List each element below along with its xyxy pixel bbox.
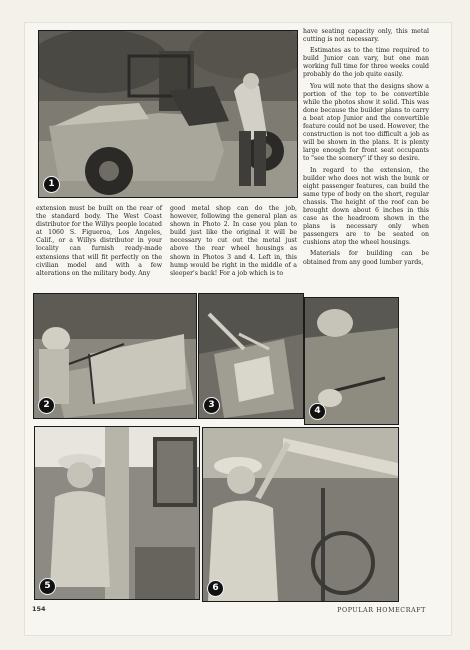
- extension-photo-image: [34, 294, 196, 418]
- paragraph: have seating capacity only, this metal cutting is not necessary.: [303, 28, 429, 44]
- photo-5-body-framing: [34, 426, 200, 600]
- paragraph: extension must be built on the rear of the standard body. The West Coast distributor for the Willys people located at 1060 S. Figueroa, Los Angeles, Calif., or a Willys distributor in your locality can furnish ready-made extensions that will fit perfectly on the civilian model and with a few alterations on the military body. Any: [36, 205, 162, 277]
- article-column-right-top: [303, 28, 429, 270]
- photo-number-badge: 1: [43, 176, 60, 193]
- paragraph: Materials for building can be obtained from any good lumber yards,: [303, 250, 429, 266]
- photo-number-badge: 4: [309, 403, 326, 420]
- paragraph: You will note that the designs show a portion of the top to be convertible while the photos show it solid. This was done because the builder plans to carry a boat atop Junior and the convertible feature could not be used. However, the construction is not too difficult a job as will be shown in the plans. It is plenty large enough for front seat occupants to "see the scenery" if they so desire.: [303, 82, 429, 163]
- jeep-photo-image: [39, 31, 297, 197]
- photo-number-badge: 2: [38, 397, 55, 414]
- photo-6-roof-beam: [202, 427, 399, 602]
- photo-number-badge: 3: [203, 397, 220, 414]
- photo-number-badge: 6: [207, 580, 224, 597]
- article-column-left: [36, 205, 162, 281]
- photo-3-cutting-metal: [198, 293, 304, 419]
- article-column-middle: [170, 205, 297, 281]
- photo-4-wheel-housing: [304, 297, 399, 425]
- photo-number-badge: 5: [39, 578, 56, 595]
- magazine-title: POPULAR HOMECRAFT: [337, 607, 426, 614]
- photo-1-jeep: [38, 30, 298, 198]
- page-number: 154: [32, 605, 46, 613]
- paragraph: good metal shop can do the job, however, following the general plan as shown in Photo 2. In case you plan to build just like the original it will be necessary to cut out the metal just above the rear wheel housings as shown in Photos 3 and 4. Left in, this hump would be right in the middle of a sleeper's back! For a job which is to: [170, 205, 297, 277]
- paragraph: Estimates as to the time required to build Junior can vary, but one man working full time for three weeks could probably do the job quite easily.: [303, 47, 429, 79]
- framing-photo-image: [35, 427, 199, 599]
- photo-2-extension-frame: [33, 293, 197, 419]
- paragraph: In regard to the extension, the builder who does not wish the bunk or eight passenger features, can build the same type of body on the short, regular chassis. The height of the roof can be brought down about 6 inches in this case as the headroom shown in the plans is necessary only when passengers are to be seated on cushions atop the wheel housings.: [303, 166, 429, 247]
- roof-photo-image: [203, 428, 398, 601]
